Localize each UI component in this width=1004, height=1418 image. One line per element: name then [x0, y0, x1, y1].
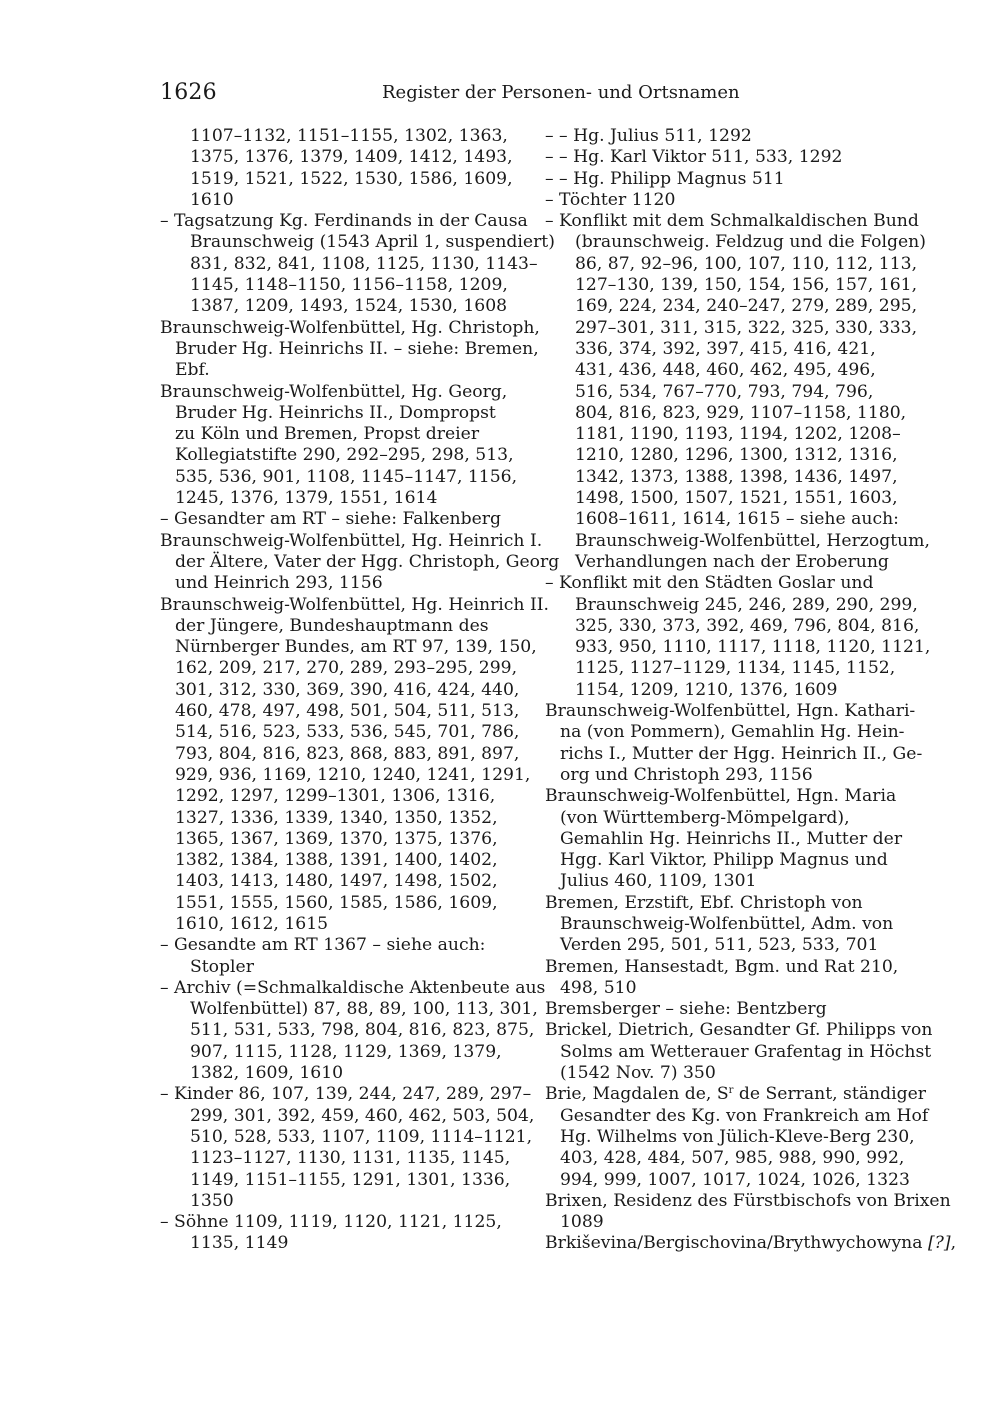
- index-line-text: 994, 999, 1007, 1017, 1024, 1026, 1323: [560, 1169, 910, 1190]
- index-line-text: – Konflikt mit den Städten Goslar und: [545, 573, 874, 594]
- index-line: [160, 850, 532, 871]
- index-line-text: 498, 510: [560, 977, 637, 998]
- index-line-text: (von Württemberg-Mömpelgard),: [560, 807, 850, 828]
- index-line: [160, 616, 532, 637]
- index-line-text: Braunschweig-Wolfenbüttel, Adm. von: [560, 913, 894, 934]
- index-line: [545, 275, 917, 296]
- index-line-text: 460, 478, 497, 498, 501, 504, 511, 513,: [175, 701, 520, 722]
- index-line-text: 301, 312, 330, 369, 390, 416, 424, 440,: [175, 679, 520, 700]
- index-line-text: Verden 295, 501, 511, 523, 533, 701: [560, 935, 879, 956]
- index-line-text: Brkiševina/Bergischovina/Brythwychowyna: [545, 1233, 928, 1254]
- index-line: [545, 1041, 932, 1063]
- index-line: [160, 935, 532, 956]
- index-line: [160, 1170, 532, 1191]
- index-line-text: Braunschweig-Wolfenbüttel, Hg. Christoph,: [160, 317, 540, 338]
- index-line: [160, 573, 532, 594]
- index-line: [160, 317, 540, 339]
- index-line-text: 1610: [190, 189, 234, 210]
- index-line-text: 535, 536, 901, 1108, 1145–1147, 1156,: [175, 466, 518, 487]
- index-line: [545, 637, 931, 658]
- index-line-text: 510, 528, 533, 1107, 1109, 1114–1121,: [190, 1126, 533, 1147]
- index-line: [160, 1212, 532, 1233]
- index-line: [545, 467, 917, 488]
- index-line: [545, 680, 917, 701]
- index-line: [160, 680, 532, 701]
- index-line-text: Hg. Wilhelms von Jülich-Kleve-Berg 230,: [560, 1126, 915, 1147]
- index-line: [160, 253, 538, 275]
- index-line: [160, 829, 532, 850]
- index-line-text: zu Köln und Bremen, Propst dreier: [175, 424, 480, 445]
- index-line: [545, 360, 917, 381]
- index-line: [160, 658, 532, 679]
- index-line: [160, 296, 532, 317]
- index-line: [160, 999, 538, 1020]
- index-line-text: 1382, 1609, 1610: [190, 1063, 344, 1084]
- index-line-text: (1542 Nov. 7) 350: [560, 1063, 716, 1084]
- index-line: [545, 424, 917, 445]
- index-line-text: 1350: [190, 1190, 234, 1211]
- index-line: [160, 467, 532, 488]
- index-line: [160, 190, 532, 211]
- index-line-text: Julius 460, 1109, 1301: [560, 871, 757, 892]
- index-line-text: 431, 436, 448, 460, 462, 495, 496,: [575, 360, 876, 381]
- index-line: [545, 552, 917, 573]
- index-line: [545, 1084, 926, 1105]
- index-column-right: [545, 126, 957, 1255]
- index-line: [545, 743, 923, 765]
- index-line-text: Braunschweig-Wolfenbüttel, Hgn. Kathari-: [545, 701, 916, 722]
- index-line: [160, 126, 532, 147]
- index-line: [160, 893, 532, 914]
- index-line: [545, 829, 917, 850]
- index-line-text: 1551, 1555, 1560, 1585, 1586, 1609,: [175, 892, 498, 913]
- index-line-text: 403, 428, 484, 507, 985, 988, 990, 992,: [560, 1148, 905, 1169]
- index-line-text: Ebf.: [175, 360, 210, 381]
- index-line: [545, 999, 917, 1020]
- index-line: [545, 595, 917, 616]
- index-line-text: – – Hg. Karl Viktor 511, 533, 1292: [545, 147, 843, 168]
- index-line: [160, 808, 532, 829]
- index-line-text: Gemahlin Hg. Heinrichs II., Mutter der: [560, 828, 903, 849]
- index-line: [545, 190, 917, 211]
- index-line-text: Braunschweig-Wolfenbüttel, Herzogtum,: [575, 530, 930, 551]
- index-line: [160, 360, 532, 381]
- index-line: [160, 957, 532, 978]
- index-line-text: 169, 224, 234, 240–247, 279, 289, 295,: [575, 296, 918, 317]
- index-line: [160, 786, 532, 807]
- index-line: [160, 424, 532, 445]
- index-line: [160, 403, 532, 424]
- index-line-text: – Töchter 1120: [545, 189, 676, 210]
- index-line: [160, 637, 537, 658]
- index-line-text: Wolfenbüttel) 87, 88, 89, 100, 113, 301,: [190, 999, 538, 1020]
- index-line: [545, 126, 917, 147]
- index-line: [160, 1233, 532, 1254]
- index-line: [160, 147, 532, 168]
- index-line-text: (braunschweig. Feldzug und die Folgen): [575, 232, 926, 253]
- index-line: [160, 1084, 532, 1105]
- index-line-text: 1125, 1127–1129, 1134, 1145, 1152,: [575, 658, 896, 679]
- index-line-text: Bruder Hg. Heinrichs II. – siehe: Bremen,: [175, 338, 539, 359]
- index-line: [545, 722, 917, 743]
- index-line: [545, 765, 917, 786]
- index-line: [545, 615, 920, 637]
- index-line-text: Solms am Wetterauer Grafentag in Höchst: [560, 1041, 932, 1062]
- index-line-text: Bremen, Hansestadt, Bgm. und Rat 210,: [545, 956, 899, 977]
- index-line-text: Braunschweig-Wolfenbüttel, Hgn. Maria: [545, 786, 897, 807]
- index-line-text: 1375, 1376, 1379, 1409, 1412, 1493,: [190, 147, 513, 168]
- index-line: [160, 1105, 535, 1127]
- italic-note: [?]: [927, 1233, 951, 1254]
- index-line-text: Bremen, Erzstift, Ebf. Christoph von: [545, 892, 863, 913]
- index-line-text: 1610, 1612, 1615: [175, 913, 329, 934]
- index-line-text: Braunschweig 245, 246, 289, 290, 299,: [575, 594, 918, 615]
- index-line-text: 336, 374, 392, 397, 415, 416, 421,: [575, 338, 876, 359]
- index-line-text: org und Christoph 293, 1156: [560, 764, 813, 785]
- index-line-text: 514, 516, 523, 533, 536, 545, 701, 786,: [175, 722, 520, 743]
- index-line: [545, 1020, 933, 1041]
- index-line: [545, 1233, 957, 1254]
- index-line: [160, 701, 532, 722]
- index-line: [545, 701, 917, 722]
- index-line-text: Hgg. Karl Viktor, Philipp Magnus und: [560, 850, 888, 871]
- index-line-text: Verhandlungen nach der Eroberung: [575, 551, 889, 572]
- index-line: [545, 658, 917, 679]
- index-line-text: 1327, 1336, 1339, 1340, 1350, 1352,: [175, 807, 498, 828]
- index-line-text: 1149, 1151–1155, 1291, 1301, 1336,: [190, 1169, 511, 1190]
- index-line: [545, 978, 917, 999]
- index-line-text: – – Hg. Julius 511, 1292: [545, 126, 752, 146]
- index-line-text-tail: de Serrant, ständiger: [733, 1084, 926, 1105]
- index-line-text: Bremsberger – siehe: Bentzberg: [545, 999, 827, 1020]
- index-line: [545, 1190, 951, 1212]
- index-line-text: 516, 534, 767–770, 793, 794, 796,: [575, 381, 874, 402]
- index-line: [545, 318, 917, 339]
- index-line-text: 1365, 1367, 1369, 1370, 1375, 1376,: [175, 828, 498, 849]
- superscript: r: [728, 1085, 734, 1097]
- index-line: [545, 232, 926, 253]
- index-line-text: Kollegiatstifte 290, 292–295, 298, 513,: [175, 445, 514, 466]
- index-line-text: 1089: [560, 1212, 604, 1233]
- index-line: [545, 808, 917, 829]
- index-line-text: Brixen, Residenz des Fürstbischofs von Brixen: [545, 1190, 951, 1211]
- index-line-text: 1210, 1280, 1296, 1300, 1312, 1316,: [575, 445, 898, 466]
- index-line-text: der Ältere, Vater der Hgg. Christoph, Georg: [175, 551, 560, 572]
- index-line-text: 1145, 1148–1150, 1156–1158, 1209,: [190, 275, 508, 296]
- index-line-text: der Jüngere, Bundeshauptmann des: [175, 615, 489, 636]
- index-line: [545, 871, 917, 892]
- index-line: [160, 275, 532, 296]
- index-line-text: 86, 87, 92–96, 100, 107, 110, 112, 113,: [575, 253, 918, 274]
- index-line-text: 1387, 1209, 1493, 1524, 1530, 1608: [190, 296, 508, 317]
- index-line: [545, 147, 917, 168]
- index-line-text: 1608–1611, 1614, 1615 – siehe auch:: [575, 509, 899, 530]
- index-line-text: 1123–1127, 1130, 1131, 1135, 1145,: [190, 1148, 511, 1169]
- index-line-text: 1403, 1413, 1480, 1497, 1498, 1502,: [175, 871, 498, 892]
- index-line: [545, 509, 917, 530]
- index-line: [545, 1127, 917, 1148]
- index-line-text: 1292, 1297, 1299–1301, 1306, 1316,: [175, 786, 496, 807]
- index-line-text: 297–301, 311, 315, 322, 325, 330, 333,: [575, 317, 918, 338]
- index-line-text: – Söhne 1109, 1119, 1120, 1121, 1125,: [160, 1212, 502, 1233]
- index-line: [160, 1063, 532, 1084]
- index-line: [545, 254, 917, 275]
- index-line: [545, 1105, 929, 1127]
- index-line: [545, 573, 917, 594]
- page-number: 1626: [160, 80, 217, 105]
- index-line: [160, 1020, 535, 1041]
- index-line: [545, 1148, 917, 1169]
- index-line: [545, 935, 917, 956]
- index-line: [160, 1191, 532, 1212]
- index-line-text: Braunschweig-Wolfenbüttel, Hg. Heinrich II.: [160, 594, 549, 615]
- index-line: [545, 488, 917, 509]
- index-line-text: 804, 816, 823, 929, 1107–1158, 1180,: [575, 402, 907, 423]
- index-line: [160, 169, 532, 190]
- index-line-text: 1519, 1521, 1522, 1530, 1586, 1609,: [190, 168, 513, 189]
- index-line: [545, 850, 917, 871]
- index-line: [160, 765, 532, 786]
- index-line: [545, 169, 917, 190]
- index-line-text: 933, 950, 1110, 1117, 1118, 1120, 1121,: [575, 637, 931, 658]
- index-line-text: Nürnberger Bundes, am RT 97, 139, 150,: [175, 637, 537, 658]
- index-line: [545, 1063, 917, 1084]
- index-line-text: 1181, 1190, 1193, 1194, 1202, 1208–: [575, 424, 901, 445]
- index-line: [160, 1042, 532, 1063]
- index-line-text: – – Hg. Philipp Magnus 511: [545, 168, 785, 189]
- index-line: [160, 509, 532, 530]
- index-line: [545, 786, 917, 807]
- index-line-text: 325, 330, 373, 392, 469, 796, 804, 816,: [575, 615, 920, 636]
- index-line-text: 162, 209, 217, 270, 289, 293–295, 299,: [175, 658, 518, 679]
- index-line-text: 511, 531, 533, 798, 804, 816, 823, 875,: [190, 1020, 535, 1041]
- index-line: [160, 1148, 532, 1169]
- index-column-left: [160, 126, 560, 1255]
- index-line: [545, 530, 930, 552]
- index-line-text: 1135, 1149: [190, 1233, 289, 1254]
- index-line: [160, 1127, 532, 1148]
- index-line: [545, 382, 917, 403]
- index-line: [160, 530, 543, 552]
- index-line-text: – Tagsatzung Kg. Ferdinands in der Causa: [160, 211, 528, 232]
- index-line-text: 1342, 1373, 1388, 1398, 1436, 1497,: [575, 466, 898, 487]
- index-line: [545, 339, 917, 360]
- index-line-text: Braunschweig (1543 April 1, suspendiert): [190, 232, 555, 253]
- index-line-text: und Heinrich 293, 1156: [175, 573, 383, 594]
- index-line-text: – Gesandter am RT – siehe: Falkenberg: [160, 509, 502, 530]
- index-line: [545, 1170, 917, 1191]
- index-line: [545, 403, 917, 424]
- index-line-text: na (von Pommern), Gemahlin Hg. Hein-: [560, 722, 905, 743]
- index-line: [160, 871, 532, 892]
- index-line-text: 1245, 1376, 1379, 1551, 1614: [175, 488, 438, 509]
- page-header: [160, 80, 910, 110]
- index-line: [160, 232, 555, 253]
- index-line-text: Stopler: [190, 956, 254, 977]
- index-line-text: 299, 301, 392, 459, 460, 462, 503, 504,: [190, 1105, 535, 1126]
- index-line: [160, 914, 532, 935]
- index-line-text: richs I., Mutter der Hgg. Heinrich II., Ge-: [560, 743, 923, 764]
- index-line-text: 831, 832, 841, 1108, 1125, 1130, 1143–: [190, 253, 538, 274]
- index-line-text: – Gesandte am RT 1367 – siehe auch:: [160, 935, 486, 956]
- index-line-text: 127–130, 139, 150, 154, 156, 157, 161,: [575, 275, 918, 296]
- index-line-text: 907, 1115, 1128, 1129, 1369, 1379,: [190, 1041, 502, 1062]
- index-line-text: Gesandter des Kg. von Frankreich am Hof: [560, 1105, 929, 1126]
- index-line: [160, 551, 560, 573]
- index-line: [160, 445, 532, 466]
- index-line: [160, 744, 532, 765]
- index-line-text: – Kinder 86, 107, 139, 244, 247, 289, 297–: [160, 1084, 532, 1105]
- index-line-text: 1154, 1209, 1210, 1376, 1609: [575, 679, 838, 700]
- index-line: [545, 893, 917, 914]
- running-title: Register der Personen- und Ortsnamen: [382, 82, 740, 103]
- index-line-text-tail: ,: [950, 1233, 957, 1254]
- index-line: [160, 488, 532, 509]
- index-line: [160, 594, 549, 616]
- index-line-text: 1107–1132, 1151–1155, 1302, 1363,: [190, 126, 508, 146]
- index-line: [160, 977, 546, 999]
- index-line-text: Braunschweig-Wolfenbüttel, Hg. Heinrich I.: [160, 530, 543, 551]
- index-line-text: Braunschweig-Wolfenbüttel, Hg. Georg,: [160, 381, 508, 402]
- index-line: [545, 914, 917, 935]
- index-line-text: 929, 936, 1169, 1210, 1240, 1241, 1291,: [175, 764, 531, 785]
- index-line: [160, 722, 532, 743]
- index-line-text: 1382, 1384, 1388, 1391, 1400, 1402,: [175, 850, 498, 871]
- index-line-text: – Konflikt mit dem Schmalkaldischen Bund: [545, 211, 919, 232]
- index-line-text: Brie, Magdalen de, S: [545, 1084, 729, 1105]
- index-line: [545, 445, 917, 466]
- index-line-text: 793, 804, 816, 823, 868, 883, 891, 897,: [175, 743, 520, 764]
- index-line-text: – Archiv (=Schmalkaldische Aktenbeute aus: [160, 977, 546, 998]
- index-line: [545, 211, 917, 232]
- index-line-text: 1498, 1500, 1507, 1521, 1551, 1603,: [575, 488, 898, 509]
- index-line: [545, 1212, 917, 1233]
- index-line: [160, 382, 532, 403]
- index-line-text: Brickel, Dietrich, Gesandter Gf. Philipps von: [545, 1020, 933, 1041]
- index-line: [545, 957, 917, 978]
- index-line: [160, 338, 539, 360]
- index-line: [160, 211, 532, 232]
- index-line-text: Bruder Hg. Heinrichs II., Dompropst: [175, 402, 496, 423]
- index-line: [545, 296, 917, 317]
